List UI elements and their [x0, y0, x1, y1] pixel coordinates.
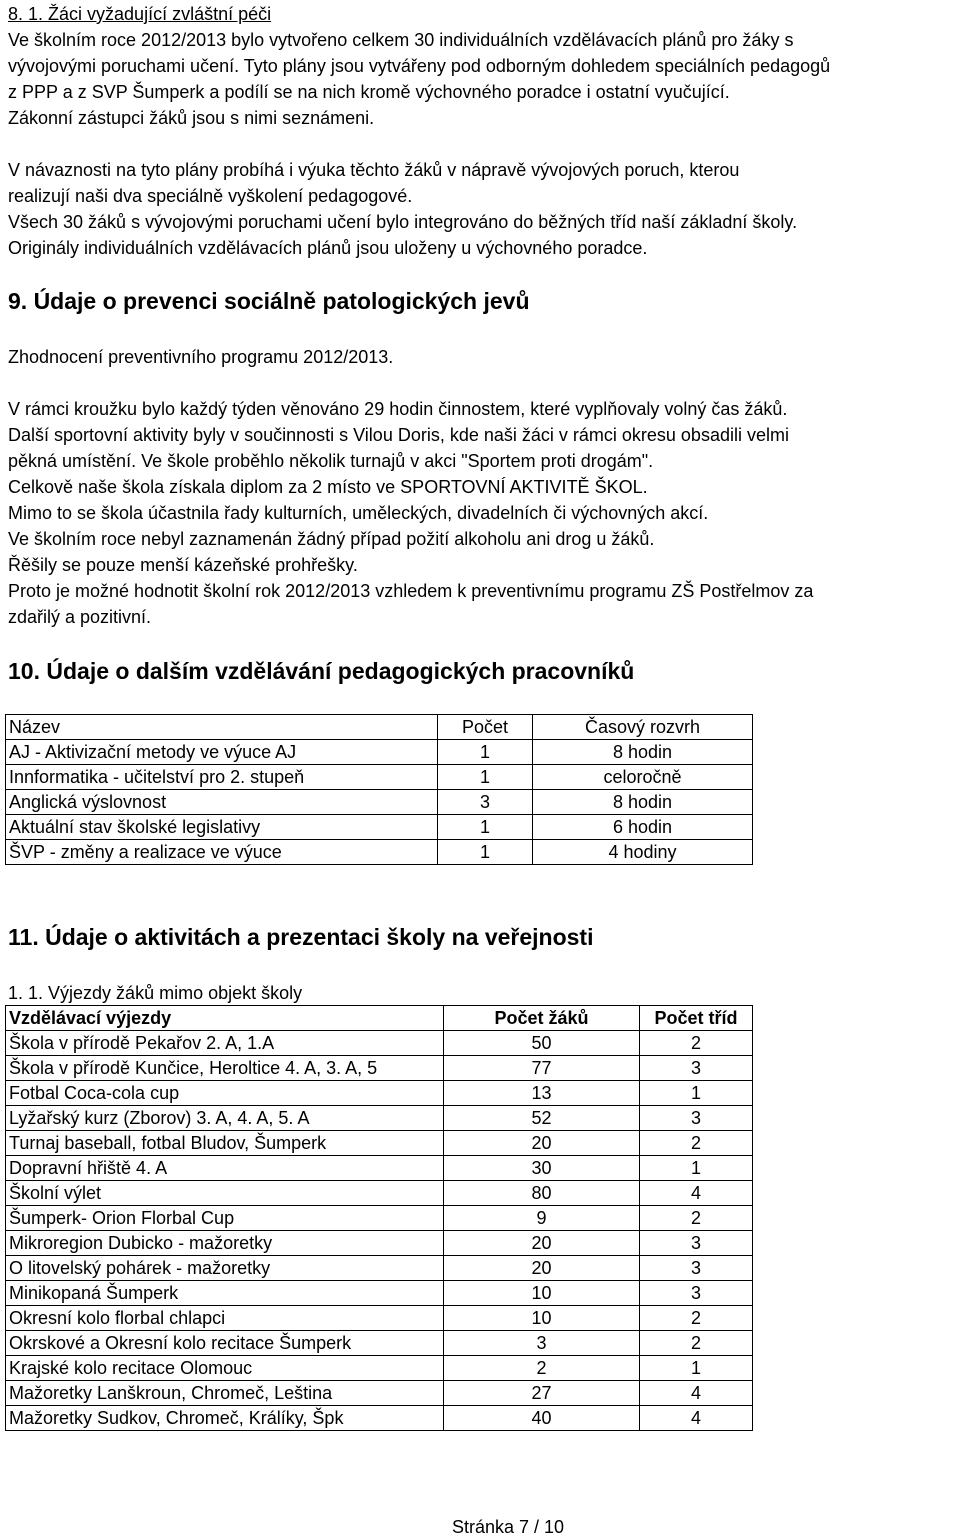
cell-trip: O litovelský pohárek - mažoretky [6, 1256, 444, 1281]
cell-trip: Škola v přírodě Kunčice, Heroltice 4. A, 3. A, 5 [6, 1056, 444, 1081]
paragraph-line: realizují naši dva speciálně vyškolení pedagogové. [8, 186, 413, 206]
header-classes: Počet tříd [640, 1006, 753, 1031]
paragraph-line: Zákonní zástupci žáků jsou s nimi seznámeni. [8, 108, 375, 128]
cell-pupils: 3 [444, 1331, 640, 1356]
paragraph-line: Celkově naše škola získala diplom za 2 místo ve SPORTOVNÍ AKTIVITĚ ŠKOL. [8, 477, 648, 497]
cell-pupils: 27 [444, 1381, 640, 1406]
cell-classes: 3 [640, 1256, 753, 1281]
cell-name: Innformatika - učitelství pro 2. stupeň [6, 765, 438, 790]
header-name: Název [6, 715, 438, 740]
cell-classes: 4 [640, 1406, 753, 1431]
cell-classes: 1 [640, 1081, 753, 1106]
cell-classes: 3 [640, 1281, 753, 1306]
cell-classes: 4 [640, 1181, 753, 1206]
paragraph-line: Ve školním roce nebyl zaznamenán žádný případ požití alkoholu ani drog u žáků. [8, 529, 655, 549]
paragraph-line: z PPP a z SVP Šumperk a podílí se na nich kromě výchovného poradce i ostatní vyučující. [8, 82, 730, 102]
cell-classes: 1 [640, 1356, 753, 1381]
table-row [6, 1331, 753, 1356]
section-9-title: 9. Údaje o prevenci sociálně patologických jevů [8, 288, 530, 314]
table-row [6, 815, 753, 840]
cell-trip: Fotbal Coca-cola cup [6, 1081, 444, 1106]
cell-trip: Dopravní hřiště 4. A [6, 1156, 444, 1181]
cell-classes: 2 [640, 1131, 753, 1156]
paragraph-line: V rámci kroužku bylo každý týden věnováno 29 hodin činnostem, které vyplňovaly volný čas žáků. [8, 399, 788, 419]
section-10-title: 10. Údaje o dalším vzdělávání pedagogických pracovníků [8, 658, 635, 684]
cell-trip: Mažoretky Sudkov, Chromeč, Králíky, Špk [6, 1406, 444, 1431]
cell-classes: 4 [640, 1381, 753, 1406]
cell-pupils: 20 [444, 1256, 640, 1281]
table-row [6, 1081, 753, 1106]
cell-pupils: 77 [444, 1056, 640, 1081]
header-trip: Vzdělávací výjezdy [6, 1006, 444, 1031]
paragraph-line: vývojovými poruchami učení. Tyto plány jsou vytvářeny pod odborným dohledem speciálních pedagogů [8, 56, 831, 76]
page-footer: Stránka 7 / 10 [451, 1517, 565, 1537]
cell-name: Aktuální stav školské legislativy [6, 815, 438, 840]
cell-classes: 3 [640, 1231, 753, 1256]
table-row [6, 1031, 753, 1056]
paragraph-line: Ve školním roce 2012/2013 bylo vytvořeno celkem 30 individuálních vzdělávacích plánů pro žáky s [8, 30, 794, 50]
cell-trip: Mikroregion Dubicko - mažoretky [6, 1231, 444, 1256]
table-row [6, 790, 753, 815]
cell-trip: Lyžařský kurz (Zborov) 3. A, 4. A, 5. A [6, 1106, 444, 1131]
cell-classes: 1 [640, 1156, 753, 1181]
section-9-subtitle: Zhodnocení preventivního programu 2012/2013. [8, 347, 394, 367]
cell-pupils: 80 [444, 1181, 640, 1206]
cell-schedule: celoročně [533, 765, 753, 790]
cell-trip: Okrskové a Okresní kolo recitace Šumperk [6, 1331, 444, 1356]
table-row [6, 1306, 753, 1331]
cell-name: Anglická výslovnost [6, 790, 438, 815]
cell-trip: Škola v přírodě Pekařov 2. A, 1.A [6, 1031, 444, 1056]
table-row [6, 1281, 753, 1306]
cell-pupils: 50 [444, 1031, 640, 1056]
section-81-title: 8. 1. Žáci vyžadující zvláštní péči [8, 4, 272, 24]
training-table [5, 714, 753, 865]
cell-schedule: 8 hodin [533, 740, 753, 765]
table-row [6, 1181, 753, 1206]
paragraph-line: Řěšily se pouze menší kázeňské prohřešky. [8, 555, 358, 575]
cell-trip: Školní výlet [6, 1181, 444, 1206]
paragraph-line: Další sportovní aktivity byly v součinnosti s Vilou Doris, kde naši žáci v rámci okresu obsadili velmi [8, 425, 789, 445]
paragraph-line: Proto je možné hodnotit školní rok 2012/2013 vzhledem k preventivnímu programu ZŠ Postřelmov za [8, 581, 814, 601]
cell-trip: Okresní kolo florbal chlapci [6, 1306, 444, 1331]
paragraph-line: V návaznosti na tyto plány probíhá i výuka těchto žáků v nápravě vývojových poruch, kterou [8, 160, 740, 180]
paragraph-line: Originály individuálních vzdělávacích plánů jsou uloženy u výchovného poradce. [8, 238, 648, 258]
cell-trip: Šumperk- Orion Florbal Cup [6, 1206, 444, 1231]
cell-schedule: 8 hodin [533, 790, 753, 815]
cell-trip: Mažoretky Lanškroun, Chromeč, Leština [6, 1381, 444, 1406]
cell-count: 1 [438, 815, 533, 840]
cell-pupils: 30 [444, 1156, 640, 1181]
cell-trip: Krajské kolo recitace Olomouc [6, 1356, 444, 1381]
table-row [6, 1381, 753, 1406]
table-header-row [6, 715, 753, 740]
table-row [6, 1106, 753, 1131]
header-schedule: Časový rozvrh [533, 715, 753, 740]
section-11-subtitle: 1. 1. Výjezdy žáků mimo objekt školy [8, 983, 303, 1003]
table-row [6, 1056, 753, 1081]
cell-classes: 3 [640, 1106, 753, 1131]
cell-pupils: 40 [444, 1406, 640, 1431]
cell-name: ŠVP - změny a realizace ve výuce [6, 840, 438, 865]
paragraph-line: pěkná umístění. Ve škole proběhlo několik turnajů v akci "Sportem proti drogám". [8, 451, 654, 471]
table-row [6, 765, 753, 790]
table-row [6, 1356, 753, 1381]
cell-trip: Minikopaná Šumperk [6, 1281, 444, 1306]
trips-table [5, 1005, 753, 1431]
table-row [6, 840, 753, 865]
section-11-title: 11. Údaje o aktivitách a prezentaci školy na veřejnosti [8, 924, 594, 950]
cell-pupils: 20 [444, 1231, 640, 1256]
table-row [6, 1231, 753, 1256]
paragraph-line: Všech 30 žáků s vývojovými poruchami učení bylo integrováno do běžných tříd naší základní školy. [8, 212, 798, 232]
table-header-row [6, 1006, 753, 1031]
cell-pupils: 13 [444, 1081, 640, 1106]
cell-count: 3 [438, 790, 533, 815]
cell-pupils: 2 [444, 1356, 640, 1381]
cell-pupils: 20 [444, 1131, 640, 1156]
table-row [6, 1406, 753, 1431]
cell-pupils: 52 [444, 1106, 640, 1131]
header-pupils: Počet žáků [444, 1006, 640, 1031]
cell-count: 1 [438, 840, 533, 865]
cell-trip: Turnaj baseball, fotbal Bludov, Šumperk [6, 1131, 444, 1156]
cell-classes: 2 [640, 1331, 753, 1356]
cell-classes: 2 [640, 1306, 753, 1331]
cell-schedule: 4 hodiny [533, 840, 753, 865]
cell-schedule: 6 hodin [533, 815, 753, 840]
paragraph-line: Mimo to se škola účastnila řady kulturních, uměleckých, divadelních či výchovných akcí. [8, 503, 709, 523]
cell-name: AJ - Aktivizační metody ve výuce AJ [6, 740, 438, 765]
cell-pupils: 10 [444, 1281, 640, 1306]
cell-classes: 2 [640, 1206, 753, 1231]
cell-pupils: 10 [444, 1306, 640, 1331]
header-count: Počet [438, 715, 533, 740]
table-row [6, 1206, 753, 1231]
cell-count: 1 [438, 740, 533, 765]
paragraph-line: zdařilý a pozitivní. [8, 607, 152, 627]
cell-classes: 2 [640, 1031, 753, 1056]
table-row [6, 1256, 753, 1281]
table-row [6, 1131, 753, 1156]
cell-pupils: 9 [444, 1206, 640, 1231]
table-row [6, 1156, 753, 1181]
cell-classes: 3 [640, 1056, 753, 1081]
cell-count: 1 [438, 765, 533, 790]
table-row [6, 740, 753, 765]
